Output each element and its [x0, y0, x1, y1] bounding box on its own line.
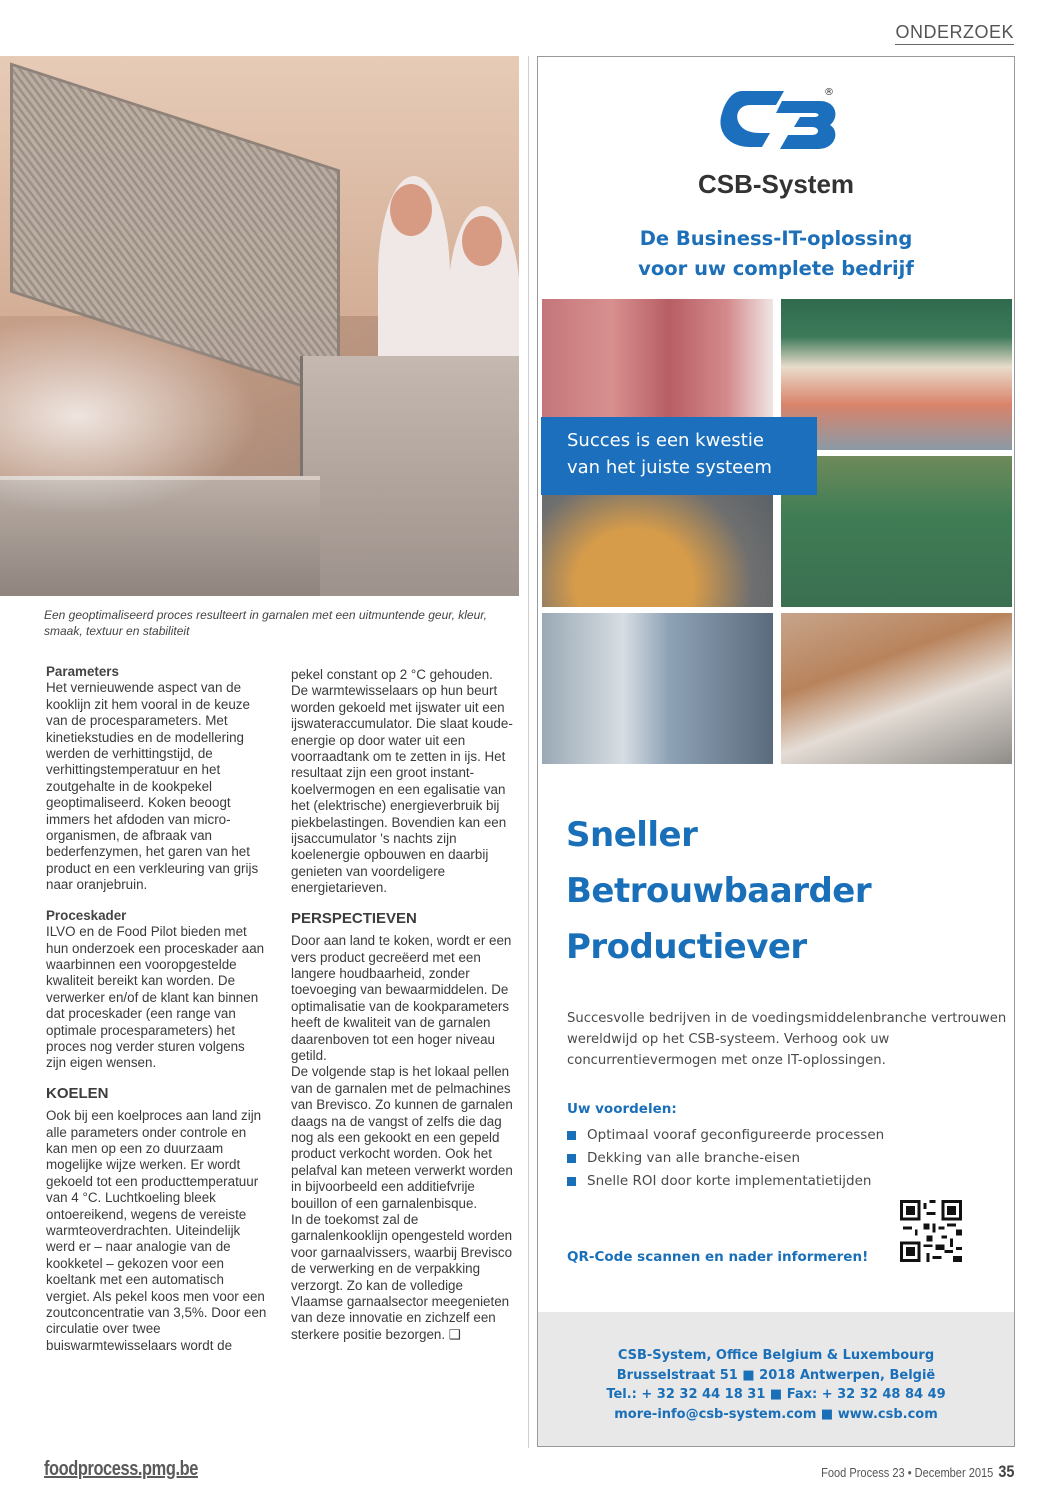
- contact-office: CSB-System, Office Belgium & Luxembourg: [617, 1348, 935, 1363]
- subheading: Parameters: [46, 664, 119, 679]
- headline-betrouwbaarder: Betrouwbaarder: [566, 871, 872, 911]
- page-number: 35: [997, 1462, 1014, 1481]
- column-divider: [528, 56, 529, 1448]
- paragraph: Het vernieuwende aspect van de kooklijn zit hem vooral in de keuze van de procesparameters. Met kinetiekstudies en de modellering werden de verhittingstijd, de verhittingstemperatuur en het zoutgehalte in de kookpekel geoptimaliseerd. Koken beoogt immers het afdoden van micro-organismen, de afbraak van bederfenzymen, het garen van het product en een verkleuring van grijs naar oranjebruin.: [46, 680, 259, 893]
- qr-code-icon[interactable]: [900, 1200, 962, 1262]
- bottling-photo: [542, 613, 773, 764]
- issue-label: Food Process 23 • December 2015: [820, 1465, 993, 1480]
- contact-address: Brusselstraat 51 ■ 2018 Antwerpen, België: [616, 1367, 936, 1383]
- footer-issue: [821, 1462, 1014, 1482]
- section-heading: KOELEN: [46, 1084, 109, 1102]
- ad-tagline-1: De Business-IT-oplossing: [639, 227, 913, 250]
- list-item: Dekking van alle branche-eisen: [567, 1147, 884, 1170]
- section-label: ONDERZOEK: [895, 22, 1014, 45]
- footer-url-link[interactable]: foodprocess.pmg.be: [44, 1458, 198, 1480]
- article-column-2: [291, 667, 513, 1343]
- section-heading: PERSPECTIEVEN: [291, 909, 417, 927]
- contact-box: [538, 1312, 1014, 1446]
- registered-mark: ®: [824, 87, 834, 98]
- brand-name: CSB-System: [697, 169, 855, 199]
- paragraph: In de toekomst zal de garnalenkooklijn opengesteld worden voor garnaalvissers, waarbij Brevisco de verwerking en de verpakking verzorgt. Zo kan de volledige Vlaamse garnaalsector meegenieten van deze innovatie en zichzelf een sterkere positie bezorgen. ❑: [291, 1212, 513, 1342]
- headline-productiever: Productiever: [566, 927, 807, 967]
- paragraph: pekel constant op 2 °C gehouden. De warmtewisselaars op hun beurt worden gekoeld met ijswater uit een ijswateraccumulator. Die slaat koude-energie op door water uit een voorraadtank om te zetten in ijs. Het resultaat zijn een groot instant-koelvermogen en een egalisatie van het (elektrische) energieverbruik bij piekbelastingen. Bovendien kan een ijsaccumulator 's nachts zijn koelenergie opbouwen en daarbij genieten van voordeligere energietarieven.: [291, 667, 513, 896]
- paragraph: ILVO en de Food Pilot bieden met hun onderzoek een proceskader aan waarbinnen een vooropgestelde kwaliteit bereikt kan worden. De verwerker en/of de klant kan binnen dat proceskader (een range van optimale procesparameters) het proces nog verder sturen volgens zijn eigen wensen.: [46, 924, 265, 1071]
- succes-banner: [541, 417, 817, 495]
- contact-web[interactable]: more-info@csb-system.com ■ www.csb.com: [614, 1406, 938, 1422]
- contact-phone: Tel.: + 32 32 44 18 31 ■ Fax: + 32 32 48 84 49: [606, 1387, 946, 1402]
- bullet-square-icon: [567, 1154, 576, 1163]
- csb-advertisement[interactable]: [537, 56, 1015, 1447]
- succes-line-1: Succes is een kwestie: [567, 430, 764, 451]
- bullet-square-icon: [567, 1131, 576, 1140]
- qr-cta: QR-Code scannen en nader informeren!: [567, 1249, 869, 1265]
- succes-line-2: van het juiste systeem: [567, 457, 772, 478]
- paragraph: Door aan land te koken, wordt er een vers product gecreëerd met een langere houdbaarheid, zonder toevoeging van bewaarmiddelen. De optimalisatie van de kookparameters heeft de kwaliteit van de garnalen daarenboven tot een hoger niveau getild.: [291, 933, 512, 1063]
- photo-caption: Een geoptimaliseerd proces resulteert in garnalen met een uitmuntende geur, kleur, smaak, textuur en stabiliteit: [44, 608, 487, 638]
- kitchen-photo: [0, 56, 519, 596]
- dairy-photo: [781, 613, 1012, 764]
- csb-logo-icon: [712, 83, 842, 167]
- headline-sneller: Sneller: [566, 815, 698, 855]
- paragraph: Ook bij een koelproces aan land zijn alle parameters onder controle en kan men op een zo duurzaam mogelijke wijze werken. Er wordt gekoeld tot een producttemperatuur van 4 °C. Luchtkoeling bleek ontoereikend, wegens de vereiste warmteoverdrachten. Uiteindelijk werd er – naar analogie van de kookketel – gekozen voor een koeltank met een automatisch vergiet. Als pekel koos men voor een zoutconcentratie van 3,5%. Door een circulatie over twee buiswarmtewisselaars wordt de: [46, 1108, 267, 1353]
- benefits-list: [567, 1124, 884, 1193]
- paragraph: De volgende stap is het lokaal pellen van de garnalen met de pelmachines van Brevisco. Zo kunnen de garnalen daags na de vangst of zelfs die dag nog als een gekookt en een gepeld product verkocht worden. Ook het pelafval kan meteen verwerkt worden in bijvoorbeeld een additiefvrije bouillon of een garnalenbisque.: [291, 1064, 513, 1211]
- subheading: Proceskader: [46, 907, 127, 923]
- benefits-title: Uw voordelen:: [567, 1101, 677, 1117]
- bullet-square-icon: [567, 1177, 576, 1186]
- list-item: Optimaal vooraf geconfigureerde processen: [567, 1124, 884, 1147]
- list-item: Snelle ROI door korte implementatietijden: [567, 1170, 884, 1193]
- article-column-1: [46, 664, 268, 1354]
- ad-tagline-2: voor uw complete bedrijf: [638, 257, 914, 280]
- ad-intro: Succesvolle bedrijven in de voedingsmiddelenbranche vertrouwen wereldwijd op het CSB-systeem. Verhoog ook uw concurrentievermogen met onze IT-oplossingen.: [567, 1011, 1007, 1068]
